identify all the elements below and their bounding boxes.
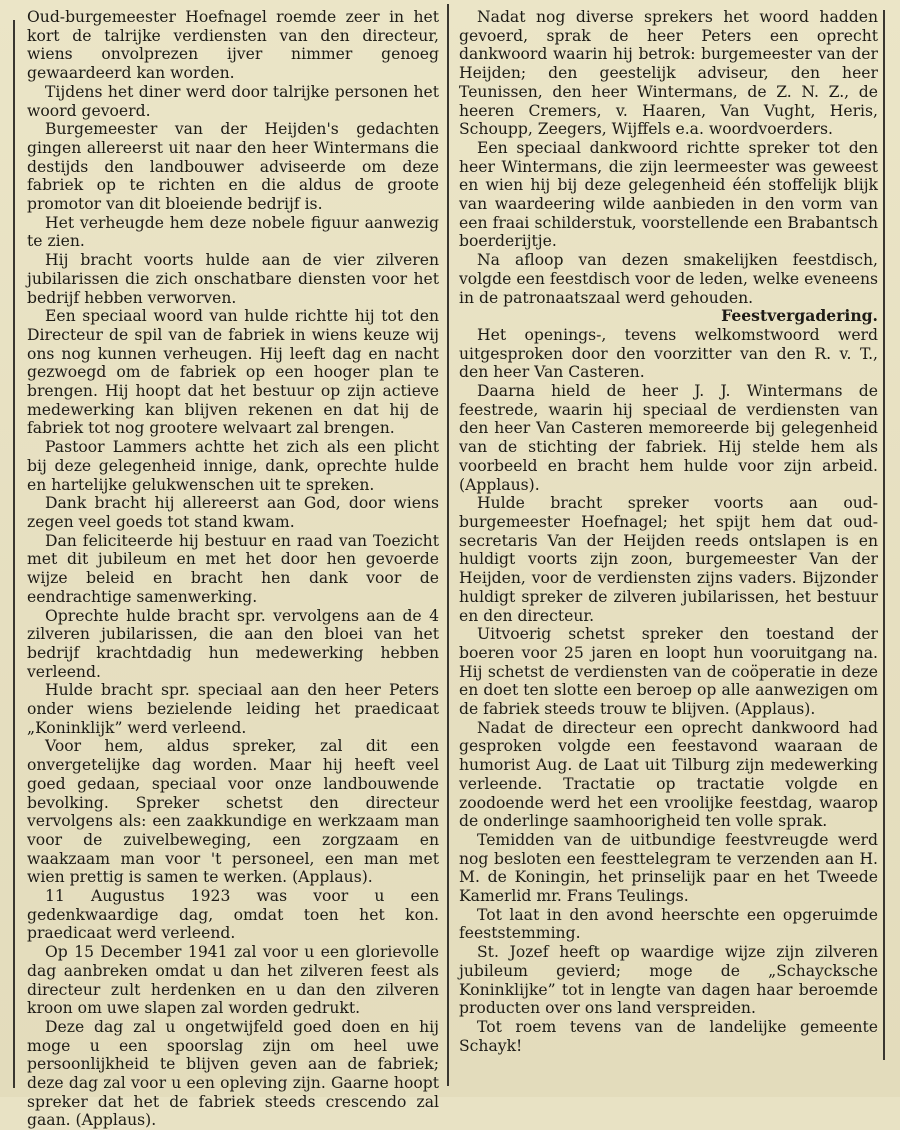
paragraph: Uitvoerig schetst spreker den toestand der boeren voor 25 jaren en loopt hun vooruitgang na. Hij schetst de verdiensten van de coöperatie in deze en doet ten slotte een beroep op alle aanwezigen om de fabriek steeds trouw te blijven. (Applaus). — [459, 625, 878, 719]
article-column-right — [459, 8, 878, 1055]
paragraph: Het openings-, tevens welkomstwoord werd uitgesproken door den voorzitter van den R. v. T., den heer Van Casteren. — [459, 325, 878, 382]
paragraph: Burgemeester van der Heijden's gedachten gingen allereerst uit naar den heer Wintermans die destijds den landbouwer adviseerde om deze fabriek op te richten en die aldus de groote promotor van dit bloeiende bedrijf is. — [27, 120, 439, 214]
paragraph: Daarna hield de heer J. J. Wintermans de feestrede, waarin hij speciaal de verdiensten van den heer Van Casteren memoreerde bij gelegenheid van de stichting der fabriek. Hij stelde hem als voorbeeld en bracht hem hulde voor zijn arbeid. (Applaus). — [459, 382, 878, 494]
paragraph: Dan feliciteerde hij bestuur en raad van Toezicht met dit jubileum en met het door hen gevoerde wijze beleid en bracht hen dank voor de eendrachtige samenwerking. — [27, 531, 439, 606]
paragraph: Tijdens het diner werd door talrijke personen het woord gevoerd. — [27, 82, 439, 120]
paragraph: Hij bracht voorts hulde aan de vier zilveren jubilarissen die zich onschatbare diensten voor het bedrijf hebben verworven. — [27, 251, 439, 307]
paragraph: 11 Augustus 1923 was voor u een gedenkwaardige dag, omdat toen het kon. praedicaat werd verleend. — [27, 887, 439, 943]
paragraph: Een speciaal woord van hulde richtte hij tot den Directeur de spil van de fabriek in wiens keuze wij ons nog kunnen verheugen. Hij leeft dag en nacht gezwoegd om de fabriek op een hooger plan te brengen. Hij hoopt dat het bestuur op zijn actieve medewerking kan blijven rekenen en dat hij de fabriek tot nog grootere welvaart zal brengen. — [27, 307, 439, 438]
column-rule-left — [13, 20, 15, 1088]
paragraph: St. Jozef heeft op waardige wijze zijn zilveren jubileum gevierd; moge de „Schaycksche Koninklijke” tot in lengte van dagen haar beroemde producten over ons land verspreiden. — [459, 943, 878, 1018]
paragraph: Pastoor Lammers achtte het zich als een plicht bij deze gelegenheid innige, dank, oprechte hulde en hartelijke gelukwenschen uit te spreken. — [27, 438, 439, 494]
section-heading: Feestvergadering. — [721, 306, 878, 326]
paragraph: Op 15 December 1941 zal voor u een glorievolle dag aanbreken omdat u dan het zilveren feest als directeur zult herdenken en u dan den zilveren kroon om uwe slapen zal worden gedrukt. — [27, 943, 439, 1018]
paragraph: Voor hem, aldus spreker, zal dit een onvergetelijke dag worden. Maar hij heeft veel goed gedaan, speciaal voor onze landbouwende bevolking. Spreker schetst den directeur vervolgens als: een zaakkundige en werkzaam man voor de zuivelbeweging, een zorgzaam en waakzaam man voor 't personeel, een man met wien prettig is samen te werken. (Applaus). — [27, 737, 439, 887]
paragraph: Na afloop van dezen smakelijken feestdisch, volgde een feestdisch voor de leden, welke eveneens in de patronaatszaal werd gehouden. — [459, 251, 878, 307]
paragraph: Tot roem tevens van de landelijke gemeente Schayk! — [459, 1017, 878, 1055]
paragraph: Oud-burgemeester Hoefnagel roemde zeer in het kort de talrijke verdiensten van den directeur, wiens onvolprezen ijver nimmer genoeg gewaardeerd kan worden. — [27, 8, 439, 83]
paragraph: Een speciaal dankwoord richtte spreker tot den heer Wintermans, die zijn leermeester was geweest en wien hij bij deze gelegenheid één stoffelijk blijk van waardeering wilde aanbieden in den vorm van een fraai schilderstuk, voorstellende een Brabantsch boerderijtje. — [459, 138, 878, 251]
paragraph: Temidden van de uitbundige feestvreugde werd nog besloten een feesttelegram te verzenden aan H. M. de Koningin, het prinselijk paar en het Tweede Kamerlid mr. Frans Teulings. — [459, 830, 878, 906]
paragraph: Oprechte hulde bracht spr. vervolgens aan de 4 zilveren jubilarissen, die aan den bloei van het bedrijf krachtdadig hun medewerking hebben verleend. — [27, 606, 439, 681]
paragraph: Hulde bracht spreker voorts aan oud-burgemeester Hoefnagel; het spijt hem dat oud-secretaris Van der Heijden reeds ontslapen is en huldigt voorts zijn zoon, burgemeester Van der Heijden, voor de verdiensten zijns vaders. Bijzonder huldigt spreker de zilveren jubilarissen, het bestuur en den directeur. — [459, 494, 878, 625]
paragraph: Deze dag zal u ongetwijfeld goed doen en hij moge u een spoorslag zijn om heel uwe persoonlijkheid te blijven geven aan de fabriek; deze dag zal voor u een opleving zijn. Gaarne hoopt spreker dat het de fabriek steeds crescendo zal gaan. (Applaus). — [27, 1017, 439, 1130]
paragraph: Tot laat in den avond heerschte een opgeruimde feeststemming. — [459, 905, 878, 943]
column-rule-middle — [447, 4, 449, 1086]
column-rule-right — [883, 10, 885, 1060]
paragraph: Nadat de directeur een oprecht dankwoord had gesproken volgde een feestavond waaraan de humorist Aug. de Laat uit Tilburg zijn medewerking verleende. Tractatie op tractatie volgde en zoodoende werd het een vroolijke feestdag, waarop de onderlinge saamhoorigheid ten volle sprak. — [459, 718, 878, 831]
paragraph: Het verheugde hem deze nobele figuur aanwezig te zien. — [27, 213, 439, 251]
paragraph: Hulde bracht spr. speciaal aan den heer Peters onder wiens bezielende leiding het praedicaat „Koninklijk” werd verleend. — [27, 681, 439, 737]
article-column-left — [27, 8, 439, 1130]
paragraph: Nadat nog diverse sprekers het woord hadden gevoerd, sprak de heer Peters een oprecht dankwoord waarin hij betrok: burgemeester van der Heijden; den geestelijk adviseur, den heer Teunissen, den heer Wintermans, de Z. N. Z., de heeren Cremers, v. Haaren, Van Vught, Heris, Schoupp, Zeegers, Wijffels e.a. woordvoerders. — [459, 8, 878, 139]
paragraph: Dank bracht hij allereerst aan God, door wiens zegen veel goeds tot stand kwam. — [27, 494, 439, 531]
